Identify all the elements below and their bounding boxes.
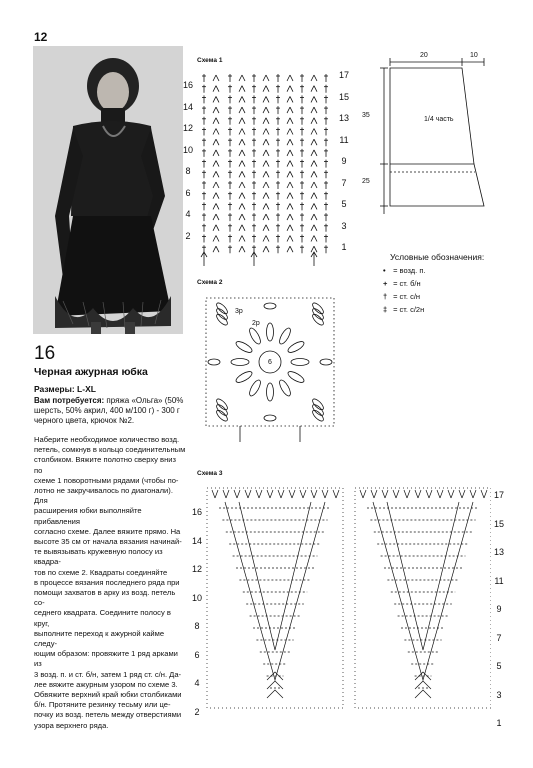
scheme2-round3-label: 3р (235, 308, 243, 315)
row-number: 11 (339, 134, 349, 145)
row-number: 10 (191, 592, 202, 603)
row-number: 15 (338, 91, 349, 102)
legend-text: = возд. п. (391, 266, 426, 275)
instruction-line: схеме 1 поворотными рядами (чтобы по- (34, 475, 179, 485)
row-number: 12 (191, 564, 202, 574)
row-number: 9 (341, 156, 347, 166)
row-number: 1 (496, 718, 502, 728)
row-number: 12 (182, 123, 193, 133)
page-number: 12 (34, 30, 48, 44)
instruction-line: лотно не закручивалось по диагонали). Для (34, 486, 173, 506)
instruction-line: петель, сомкнув в кольцо соединительным (34, 445, 186, 455)
row-number: 3 (341, 220, 347, 231)
instruction-line: высоте 35 см от начала вязания начинай- (34, 537, 182, 547)
pattern-height-lower: 25 (362, 178, 370, 185)
instruction-line: помощи захватов в арку из возд. петель со- (34, 588, 176, 608)
article-number: 16 (34, 343, 56, 364)
instruction-line: в процессе вязания последнего ряда при (34, 577, 180, 587)
row-number: 9 (496, 604, 502, 614)
instruction-line: лее вяжите ажурным узором по схеме 3. (34, 679, 178, 689)
instructions-text (34, 435, 186, 731)
row-number: 1 (341, 242, 347, 252)
legend-symbol: † (383, 292, 388, 301)
instruction-line: согласно схеме. Далее вяжите прямо. На (34, 526, 181, 536)
scheme2-center-label: 6 (268, 359, 272, 366)
scheme2-label: Схема 2 (197, 279, 223, 286)
row-number: 6 (185, 187, 191, 198)
instruction-line: столбиком. Вяжите полотно сверху вниз по (34, 455, 176, 475)
pattern-width-extension: 10 (470, 52, 478, 59)
instruction-line: расширения юбки выполняйте прибавления (34, 506, 142, 526)
legend-item (383, 292, 420, 301)
row-number: 13 (493, 547, 504, 557)
legend-symbol: + (383, 279, 388, 288)
legend-item (383, 279, 421, 288)
legend-item (383, 305, 424, 314)
legend-item (383, 266, 426, 275)
article-title: Черная ажурная юбка (34, 366, 148, 378)
row-number: 16 (191, 507, 202, 517)
instruction-line: те вывязывать кружевную полосу из квадра- (34, 547, 163, 567)
pattern-height-upper: 35 (362, 112, 370, 119)
row-number: 6 (194, 649, 200, 660)
materials-label: Вам потребуется: (34, 396, 105, 405)
row-number: 13 (338, 113, 349, 123)
pattern-part-label: 1/4 часть (424, 116, 454, 123)
skirt-pattern (362, 52, 508, 226)
instruction-line: 3 возд. п. и ст. б/н, затем 1 ряд ст. с/н. Да- (34, 669, 182, 679)
row-number: 3 (496, 689, 502, 700)
row-number: 5 (496, 661, 502, 671)
instruction-line: Наберите необходимое количество возд. (34, 435, 180, 444)
row-number: 14 (191, 535, 202, 546)
row-number: 17 (338, 70, 349, 80)
instruction-line: б/н. Протяните резинку тесьму или це- (34, 700, 171, 710)
model-photo (33, 46, 183, 334)
scheme1-diagram (196, 70, 336, 270)
legend-title: Условные обозначения: (390, 252, 485, 262)
instruction-line: выполните переход к ажурной кайме следу- (34, 628, 165, 649)
row-number: 2 (185, 230, 191, 241)
scheme2-round2-label: 2р (252, 320, 260, 327)
pattern-width-top: 20 (420, 52, 428, 59)
scheme3-diagram (205, 480, 491, 720)
row-number: 4 (185, 209, 191, 219)
row-number: 14 (182, 101, 193, 112)
legend-text: = ст. б/н (391, 279, 421, 288)
row-number: 16 (182, 80, 193, 90)
article-sizes: Размеры: L-XL (34, 384, 96, 394)
scheme3-label: Схема 3 (197, 470, 223, 477)
row-number: 10 (182, 144, 193, 155)
row-number: 4 (194, 678, 200, 688)
instruction-line: узора верхнего ряда. (34, 720, 109, 730)
row-number: 8 (194, 621, 200, 631)
scheme1-label: Схема 1 (197, 57, 223, 64)
row-number: 7 (496, 632, 502, 643)
materials-paragraph (34, 396, 186, 426)
row-number: 17 (493, 490, 504, 500)
instruction-line: седнего квадрата. Соедините полосу в круг, (34, 608, 171, 628)
instruction-line: ющим образом: провяжите 1 ряд арками из (34, 649, 178, 669)
row-number: 2 (194, 706, 200, 717)
row-number: 15 (493, 518, 504, 529)
legend-symbol: • (383, 266, 386, 275)
row-number: 7 (341, 177, 347, 188)
instruction-line: Обвяжите верхний край юбки столбиками (34, 690, 182, 700)
legend-text: = ст. с/2н (391, 305, 425, 314)
instruction-line: тов по схеме 2. Квадраты соединяйте (34, 567, 168, 577)
instruction-line: почку из возд. петель между отверстиями (34, 710, 182, 720)
scheme2-diagram (200, 292, 340, 444)
materials-text: пряжа «Ольга» (50% шерсть, 50% акрил, 400 м/100 г) - 300 г черного цвета, крючок №2. (34, 396, 184, 425)
legend-text: = ст. с/н (391, 292, 421, 301)
row-number: 8 (185, 166, 191, 176)
row-number: 5 (341, 199, 347, 209)
legend-symbol: ‡ (383, 305, 388, 314)
row-number: 11 (494, 575, 504, 586)
